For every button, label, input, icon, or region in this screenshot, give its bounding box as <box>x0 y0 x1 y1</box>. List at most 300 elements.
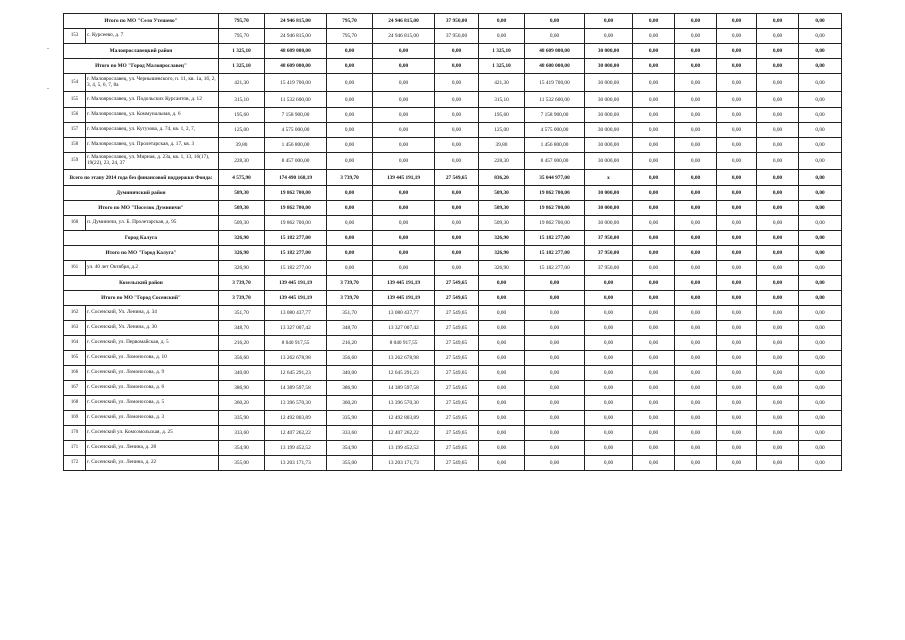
value-cell: 0,00 <box>799 351 842 366</box>
value-cell: 0,00 <box>675 441 717 456</box>
value-cell: 509,30 <box>479 201 525 216</box>
value-cell: 48 609 000,00 <box>265 59 327 74</box>
value-cell: 0,00 <box>675 92 717 108</box>
value-cell: 355,00 <box>327 456 373 471</box>
value-cell: 0,00 <box>633 231 675 246</box>
row-number: 172 <box>64 456 86 471</box>
value-cell: 1 456 800,00 <box>525 138 585 153</box>
value-cell: 0,00 <box>585 14 633 29</box>
value-cell: 0,00 <box>585 276 633 291</box>
value-cell: 0,00 <box>435 231 479 246</box>
value-cell: 27 549,65 <box>435 351 479 366</box>
address-cell: г. Сосенский, ул. Ломоносова, д. 5 <box>86 396 219 411</box>
subtotal-title: Итого по МО "Село Утешево" <box>64 14 219 29</box>
subtotal-row <box>64 231 842 246</box>
subtotal-title: Город Калуга <box>64 231 219 246</box>
row-number: 165 <box>64 351 86 366</box>
value-cell: 0,00 <box>633 29 675 44</box>
value-cell: 139 445 191,19 <box>373 170 435 186</box>
value-cell: 335,90 <box>219 411 265 426</box>
table-row <box>64 441 842 456</box>
table-row <box>64 216 842 231</box>
value-cell: 15 182 277,00 <box>265 246 327 261</box>
value-cell: 0,00 <box>757 201 799 216</box>
value-cell: 0,00 <box>633 14 675 29</box>
value-cell: 0,00 <box>675 59 717 74</box>
value-cell: 326,90 <box>479 261 525 276</box>
value-cell: 0,00 <box>717 59 757 74</box>
value-cell: 0,00 <box>799 29 842 44</box>
value-cell: 0,00 <box>479 336 525 351</box>
subtotal-row <box>64 201 842 216</box>
row-number: 162 <box>64 306 86 321</box>
value-cell: 0,00 <box>757 153 799 170</box>
value-cell: 340,00 <box>327 366 373 381</box>
value-cell: 3 739,70 <box>219 291 265 306</box>
value-cell: 0,00 <box>373 153 435 170</box>
table-row <box>64 411 842 426</box>
value-cell: 27 549,65 <box>435 366 479 381</box>
value-cell: 24 946 815,00 <box>373 14 435 29</box>
value-cell: 30 000,00 <box>585 186 633 201</box>
value-cell: 0,00 <box>799 231 842 246</box>
value-cell: 0,00 <box>717 441 757 456</box>
value-cell: 0,00 <box>525 441 585 456</box>
value-cell: 421,30 <box>219 74 265 92</box>
value-cell: 0,00 <box>675 138 717 153</box>
value-cell: 0,00 <box>799 108 842 123</box>
value-cell: 0,00 <box>717 108 757 123</box>
value-cell: 3 739,70 <box>327 291 373 306</box>
value-cell: 0,00 <box>327 216 373 231</box>
value-cell: 27 549,65 <box>435 396 479 411</box>
value-cell: 0,00 <box>479 396 525 411</box>
value-cell: 386,90 <box>327 381 373 396</box>
value-cell: 509,30 <box>479 216 525 231</box>
row-number: 160 <box>64 216 86 231</box>
address-cell: г. Малоярославец, ул. Подольских Курсантов, д. 12 <box>86 92 219 108</box>
value-cell: 0,00 <box>585 441 633 456</box>
value-cell: 0,00 <box>799 14 842 29</box>
value-cell: 0,00 <box>327 138 373 153</box>
subtotal-title: Всего по этапу 2014 года без финансовой поддержки Фонда: <box>64 170 219 186</box>
value-cell: 0,00 <box>479 366 525 381</box>
value-cell: 0,00 <box>373 201 435 216</box>
value-cell: 0,00 <box>633 321 675 336</box>
table-row <box>64 261 842 276</box>
value-cell: 0,00 <box>633 186 675 201</box>
value-cell: 12 645 291,23 <box>265 366 327 381</box>
value-cell: 0,00 <box>633 351 675 366</box>
value-cell: 15 419 700,00 <box>265 74 327 92</box>
value-cell: 0,00 <box>327 261 373 276</box>
value-cell: 0,00 <box>585 411 633 426</box>
value-cell: 0,00 <box>799 44 842 59</box>
value-cell: 0,00 <box>717 216 757 231</box>
value-cell: 13 327 007,42 <box>373 321 435 336</box>
value-cell: 326,90 <box>219 261 265 276</box>
value-cell: 795,70 <box>327 29 373 44</box>
value-cell: 0,00 <box>757 14 799 29</box>
value-cell: 0,00 <box>757 336 799 351</box>
value-cell: 0,00 <box>373 231 435 246</box>
value-cell: 0,00 <box>757 396 799 411</box>
value-cell: 386,90 <box>219 381 265 396</box>
margin-mark: - <box>47 46 49 52</box>
row-number: 161 <box>64 261 86 276</box>
value-cell: 37 950,00 <box>585 231 633 246</box>
value-cell: 0,00 <box>757 456 799 471</box>
value-cell: 0,00 <box>525 321 585 336</box>
value-cell: 0,00 <box>675 186 717 201</box>
value-cell: 315,10 <box>479 92 525 108</box>
value-cell: 14 389 597,58 <box>265 381 327 396</box>
value-cell: 0,00 <box>717 138 757 153</box>
value-cell: 0,00 <box>633 276 675 291</box>
value-cell: 0,00 <box>633 138 675 153</box>
value-cell: 509,30 <box>219 201 265 216</box>
value-cell: 356,60 <box>219 351 265 366</box>
address-cell: г. Сосенский, Ул. Ленина, д. 34 <box>86 306 219 321</box>
value-cell: 421,30 <box>479 74 525 92</box>
value-cell: 0,00 <box>717 276 757 291</box>
value-cell: 0,00 <box>373 261 435 276</box>
address-cell: г. Сосенский, ул. Ломоносова, д. 6 <box>86 381 219 396</box>
value-cell: 0,00 <box>525 381 585 396</box>
subtotal-title: Итого по МО "Город Сосенский" <box>64 291 219 306</box>
value-cell: 335,90 <box>327 411 373 426</box>
value-cell: 354,90 <box>327 441 373 456</box>
row-number: 170 <box>64 426 86 441</box>
value-cell: 0,00 <box>757 59 799 74</box>
value-cell: 0,00 <box>633 201 675 216</box>
table-row <box>64 74 842 92</box>
address-cell: г. Сосенский, Ул. Ленина, д. 30 <box>86 321 219 336</box>
value-cell: 0,00 <box>373 92 435 108</box>
value-cell: 0,00 <box>799 291 842 306</box>
value-cell: 0,00 <box>373 59 435 74</box>
value-cell: 13 262 678,98 <box>265 351 327 366</box>
value-cell: 0,00 <box>479 456 525 471</box>
value-cell: 12 492 803,89 <box>373 411 435 426</box>
row-number: 164 <box>64 336 86 351</box>
value-cell: 1 325,10 <box>479 59 525 74</box>
value-cell: 0,00 <box>717 29 757 44</box>
value-cell: 39,80 <box>479 138 525 153</box>
value-cell: 0,00 <box>717 396 757 411</box>
value-cell: 0,00 <box>757 306 799 321</box>
value-cell: 0,00 <box>525 276 585 291</box>
table-row <box>64 336 842 351</box>
address-cell: г. Сосенский, ул. Ломоносова, д. 10 <box>86 351 219 366</box>
value-cell: 0,00 <box>327 44 373 59</box>
row-number: 163 <box>64 321 86 336</box>
value-cell: 0,00 <box>327 201 373 216</box>
value-cell: 0,00 <box>435 44 479 59</box>
value-cell: 0,00 <box>757 276 799 291</box>
table-row <box>64 306 842 321</box>
value-cell: 3 739,70 <box>219 276 265 291</box>
value-cell: 0,00 <box>799 216 842 231</box>
value-cell: 1 325,10 <box>219 59 265 74</box>
value-cell: 0,00 <box>799 138 842 153</box>
value-cell: 348,70 <box>219 321 265 336</box>
value-cell: 125,00 <box>479 123 525 138</box>
value-cell: 7 158 900,00 <box>265 108 327 123</box>
value-cell: 326,90 <box>219 246 265 261</box>
value-cell: 0,00 <box>757 291 799 306</box>
value-cell: 0,00 <box>633 261 675 276</box>
value-cell: 11 532 600,00 <box>525 92 585 108</box>
value-cell: 0,00 <box>799 396 842 411</box>
table-row <box>64 456 842 471</box>
value-cell: 0,00 <box>675 74 717 92</box>
row-number: 157 <box>64 123 86 138</box>
value-cell: 0,00 <box>799 92 842 108</box>
value-cell: 0,00 <box>373 216 435 231</box>
value-cell: 0,00 <box>585 456 633 471</box>
value-cell: 0,00 <box>435 123 479 138</box>
value-cell: 0,00 <box>717 153 757 170</box>
value-cell: 13 327 007,42 <box>265 321 327 336</box>
row-number: 168 <box>64 396 86 411</box>
value-cell: 0,00 <box>435 186 479 201</box>
row-number: 154 <box>64 74 86 92</box>
value-cell: 0,00 <box>799 276 842 291</box>
value-cell: 15 182 277,00 <box>265 261 327 276</box>
value-cell: 195,60 <box>479 108 525 123</box>
value-cell: 0,00 <box>633 216 675 231</box>
value-cell: 0,00 <box>799 321 842 336</box>
value-cell: 13 080 437,77 <box>265 306 327 321</box>
value-cell: 0,00 <box>717 44 757 59</box>
value-cell: 30 000,00 <box>585 138 633 153</box>
value-cell: 15 419 700,00 <box>525 74 585 92</box>
value-cell: 48 600 000,00 <box>525 59 585 74</box>
value-cell: 37 950,00 <box>435 14 479 29</box>
value-cell: 30 000,00 <box>585 123 633 138</box>
value-cell: 0,00 <box>675 456 717 471</box>
value-cell: 15 182 277,00 <box>525 261 585 276</box>
subtotal-title: Малоярославецкий район <box>64 44 219 59</box>
row-number: 156 <box>64 108 86 123</box>
value-cell: 15 182 277,00 <box>265 231 327 246</box>
value-cell: 0,00 <box>717 231 757 246</box>
value-cell: 0,00 <box>757 231 799 246</box>
value-cell: 0,00 <box>717 261 757 276</box>
value-cell: 0,00 <box>757 411 799 426</box>
subtotal-row <box>64 291 842 306</box>
value-cell: 333,60 <box>327 426 373 441</box>
value-cell: 0,00 <box>799 336 842 351</box>
value-cell: 0,00 <box>373 74 435 92</box>
value-cell: 351,70 <box>327 306 373 321</box>
value-cell: 0,00 <box>757 44 799 59</box>
value-cell: 0,00 <box>633 59 675 74</box>
value-cell: 0,00 <box>757 351 799 366</box>
value-cell: 0,00 <box>675 411 717 426</box>
subtotal-row <box>64 276 842 291</box>
value-cell: 0,00 <box>757 381 799 396</box>
value-cell: 139 445 191,19 <box>265 291 327 306</box>
value-cell: 0,00 <box>717 123 757 138</box>
value-cell: 0,00 <box>633 456 675 471</box>
value-cell: 0,00 <box>675 321 717 336</box>
value-cell: 509,30 <box>479 186 525 201</box>
value-cell: 0,00 <box>479 441 525 456</box>
subtotal-title: Козельский район <box>64 276 219 291</box>
value-cell: 0,00 <box>633 170 675 186</box>
value-cell: 0,00 <box>675 291 717 306</box>
value-cell: 19 862 700,00 <box>525 216 585 231</box>
value-cell: 0,00 <box>479 29 525 44</box>
value-cell: 0,00 <box>799 261 842 276</box>
value-cell: 27 549,65 <box>435 276 479 291</box>
address-cell: г. Сосенский, ул. Ломоносова, д. 3 <box>86 411 219 426</box>
value-cell: 35 044 977,00 <box>525 170 585 186</box>
table-row <box>64 366 842 381</box>
value-cell: 0,00 <box>479 321 525 336</box>
margin-mark: - <box>47 86 49 92</box>
value-cell: 0,00 <box>633 426 675 441</box>
value-cell: 0,00 <box>373 246 435 261</box>
value-cell: 0,00 <box>717 291 757 306</box>
value-cell: 13 203 171,73 <box>373 456 435 471</box>
value-cell: 0,00 <box>799 456 842 471</box>
value-cell: 0,00 <box>585 366 633 381</box>
subtotal-row <box>64 170 842 186</box>
row-number: 166 <box>64 366 86 381</box>
value-cell: 0,00 <box>435 261 479 276</box>
value-cell: 0,00 <box>717 74 757 92</box>
subtotal-row <box>64 186 842 201</box>
value-cell: 0,00 <box>799 74 842 92</box>
value-cell: 19 862 700,00 <box>265 216 327 231</box>
subtotal-title: Итого по МО "Город Калуга" <box>64 246 219 261</box>
value-cell: 340,00 <box>219 366 265 381</box>
value-cell: 37 950,00 <box>585 246 633 261</box>
value-cell: 0,00 <box>757 216 799 231</box>
address-cell: ул. 40 лет Октября, д.2 <box>86 261 219 276</box>
value-cell: 795,70 <box>219 29 265 44</box>
value-cell: 0,00 <box>675 108 717 123</box>
value-cell: 0,00 <box>525 366 585 381</box>
value-cell: 795,70 <box>219 14 265 29</box>
housing-program-table <box>63 13 842 471</box>
value-cell: 0,00 <box>757 29 799 44</box>
value-cell: 0,00 <box>717 351 757 366</box>
value-cell: 0,00 <box>327 123 373 138</box>
value-cell: 19 862 700,00 <box>525 186 585 201</box>
value-cell: 0,00 <box>435 153 479 170</box>
value-cell: 0,00 <box>799 306 842 321</box>
value-cell: 0,00 <box>675 201 717 216</box>
address-cell: г. Малоярославец, ул. Пролетарская, д. 17, кв. 3 <box>86 138 219 153</box>
value-cell: 0,00 <box>633 336 675 351</box>
value-cell: 0,00 <box>525 14 585 29</box>
value-cell: 0,00 <box>373 123 435 138</box>
table-row <box>64 29 842 44</box>
value-cell: 0,00 <box>585 306 633 321</box>
value-cell: 509,30 <box>219 186 265 201</box>
value-cell: 0,00 <box>675 396 717 411</box>
value-cell: 0,00 <box>799 201 842 216</box>
value-cell: 139 445 191,19 <box>373 291 435 306</box>
row-number: 169 <box>64 411 86 426</box>
value-cell: 0,00 <box>633 108 675 123</box>
table-row <box>64 153 842 170</box>
value-cell: 0,00 <box>675 306 717 321</box>
value-cell: 0,00 <box>717 306 757 321</box>
value-cell: 12 407 262,22 <box>265 426 327 441</box>
value-cell: 0,00 <box>757 441 799 456</box>
value-cell: 0,00 <box>633 381 675 396</box>
value-cell: 0,00 <box>717 336 757 351</box>
value-cell: 0,00 <box>525 29 585 44</box>
value-cell: 0,00 <box>525 456 585 471</box>
value-cell: 0,00 <box>675 261 717 276</box>
row-number: 171 <box>64 441 86 456</box>
value-cell: 13 199 452,52 <box>373 441 435 456</box>
subtotal-row <box>64 14 842 29</box>
value-cell: 8 040 917,55 <box>265 336 327 351</box>
value-cell: 27 549,65 <box>435 426 479 441</box>
value-cell: 0,00 <box>585 396 633 411</box>
value-cell: 30 000,00 <box>585 92 633 108</box>
table-row <box>64 381 842 396</box>
value-cell: 0,00 <box>675 123 717 138</box>
value-cell: 0,00 <box>327 186 373 201</box>
value-cell: 3 739,70 <box>327 170 373 186</box>
value-cell: 0,00 <box>757 186 799 201</box>
value-cell: 48 609 000,00 <box>525 44 585 59</box>
value-cell: 7 158 900,00 <box>525 108 585 123</box>
value-cell: 0,00 <box>799 59 842 74</box>
value-cell: 0,00 <box>373 186 435 201</box>
value-cell: 0,00 <box>799 441 842 456</box>
value-cell: 3 739,70 <box>327 276 373 291</box>
value-cell: 139 445 191,19 <box>265 276 327 291</box>
value-cell: 0,00 <box>633 396 675 411</box>
value-cell: 0,00 <box>633 366 675 381</box>
value-cell: 125,00 <box>219 123 265 138</box>
value-cell: 509,30 <box>219 216 265 231</box>
value-cell: 0,00 <box>799 411 842 426</box>
value-cell: 795,70 <box>327 14 373 29</box>
value-cell: 12 645 291,23 <box>373 366 435 381</box>
value-cell: 0,00 <box>585 291 633 306</box>
value-cell: 0,00 <box>585 321 633 336</box>
value-cell: 0,00 <box>525 336 585 351</box>
value-cell: 0,00 <box>757 108 799 123</box>
value-cell: 0,00 <box>757 366 799 381</box>
value-cell: 0,00 <box>479 411 525 426</box>
value-cell: 27 549,65 <box>435 456 479 471</box>
value-cell: 8 040 917,55 <box>373 336 435 351</box>
value-cell: 0,00 <box>327 231 373 246</box>
value-cell: 0,00 <box>717 92 757 108</box>
value-cell: 0,00 <box>435 216 479 231</box>
subtotal-row <box>64 44 842 59</box>
value-cell: 0,00 <box>757 123 799 138</box>
value-cell: 37 950,00 <box>435 29 479 44</box>
value-cell: 0,00 <box>757 74 799 92</box>
address-cell: г. Малоярославец, ул. Кутузова, д. 74, кв. 1, 2, 7, <box>86 123 219 138</box>
subtotal-title: Итого по МО "Город Малоярославец" <box>64 59 219 74</box>
value-cell: 0,00 <box>435 108 479 123</box>
value-cell: х <box>585 170 633 186</box>
value-cell: 0,00 <box>717 14 757 29</box>
